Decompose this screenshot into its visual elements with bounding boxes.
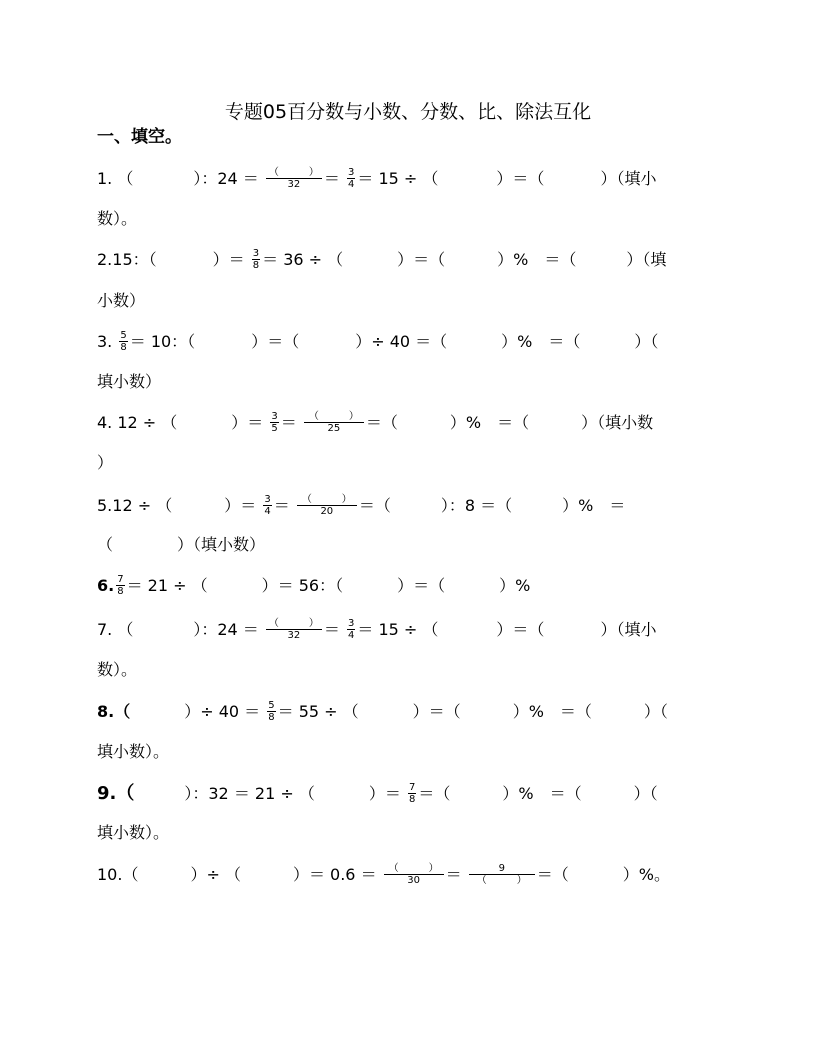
q4-fraction-2	[304, 411, 364, 434]
q8-fraction-1-num: 5	[268, 700, 275, 711]
q1-text-g: ）（填小	[600, 168, 657, 188]
q9-text-c: ）＝	[368, 783, 401, 803]
q7-fraction-2	[347, 618, 355, 641]
q4-fraction-2-num[interactable]: （ ）	[308, 411, 359, 422]
question-10	[97, 860, 727, 888]
q10-fraction-2	[469, 863, 535, 886]
q4-fraction-1-den: 5	[271, 423, 278, 434]
q3-cont: 填小数）	[97, 371, 162, 391]
question-8-continued	[97, 737, 727, 765]
q8-fraction-1-den: 8	[268, 712, 275, 723]
q2-text-e: ）% ＝（	[497, 249, 577, 269]
q2-fraction-1	[252, 248, 260, 271]
q2-fraction-1-num: 3	[252, 248, 260, 259]
q4-fraction-1	[270, 411, 278, 434]
q3-text-c: ）＝（	[251, 331, 300, 351]
q2-text-d: ）＝（	[397, 249, 446, 269]
q8-text-g: ）（	[643, 701, 668, 721]
q9-text-a: 9.（	[97, 782, 135, 804]
q4-fraction-2-den: 25	[304, 422, 364, 434]
question-2	[97, 245, 727, 273]
q9-text-g: ）（	[633, 783, 658, 803]
q1-fraction-2	[347, 167, 355, 190]
q1-text-c: ＝	[323, 168, 340, 188]
q10-text-e: ＝（	[536, 864, 569, 884]
q8-text-a: 8.（	[97, 701, 131, 721]
q1-text-b: ）：24 ＝	[193, 168, 259, 188]
q9-text-e: ）% ＝（	[502, 783, 582, 803]
q7-fraction-1-num[interactable]: （ ）	[268, 618, 319, 629]
q4-text-e: ）% ＝（	[449, 412, 530, 432]
question-6	[97, 571, 727, 599]
q4-text-c: ＝	[280, 412, 297, 432]
q8-text-e: ）% ＝（	[512, 701, 592, 721]
q5-fraction-1-num: 3	[264, 494, 271, 505]
q3-text-d: ）÷ 40 ＝（	[355, 331, 448, 351]
q6-fraction-1-num: 7	[117, 574, 124, 585]
q10-fraction-2-num: 9	[498, 863, 505, 874]
question-7	[97, 615, 727, 643]
q7-fraction-1-den: 32	[266, 629, 322, 641]
q7-text-d: ＝ 15 ÷ （	[357, 619, 439, 639]
q3-fraction-1	[119, 330, 127, 353]
q2-text-a: 2.15：（	[97, 249, 157, 269]
q2-text-b: ）＝	[212, 249, 245, 269]
q3-text-b: ＝ 10：（	[129, 331, 196, 351]
q7-fraction-2-den: 4	[348, 630, 355, 641]
q7-fraction-2-num: 3	[348, 618, 355, 629]
q8-text-c: ＝ 55 ÷ （	[277, 701, 359, 721]
q10-fraction-2-den[interactable]: （ ）	[469, 874, 535, 886]
question-8	[97, 697, 727, 725]
q1-cont: 数）。	[97, 208, 138, 228]
q10-text-d: ＝	[445, 864, 462, 884]
q9-text-b: ）：32 ＝ 21 ÷ （	[184, 783, 315, 803]
question-3	[97, 327, 727, 355]
page-title: 专题05百分数与小数、分数、比、除法互化	[224, 101, 592, 123]
q9-text-d: ＝（	[418, 783, 451, 803]
q5-text-e: ）：8 ＝（	[440, 495, 513, 515]
q1-text-a: 1. （	[97, 168, 134, 188]
question-4	[97, 408, 727, 436]
q1-fraction-2-num: 3	[348, 167, 355, 178]
q10-fraction-1-den: 30	[384, 874, 444, 886]
q5-text-a: 5.12 ÷ （	[97, 495, 173, 515]
q2-cont: 小数）	[97, 290, 146, 310]
q7-text-e: ）＝（	[496, 619, 545, 639]
q3-fraction-1-den: 8	[120, 342, 127, 353]
q5-text-b: ）＝	[224, 495, 257, 515]
q4-cont: ）	[97, 452, 114, 472]
q10-fraction-1-num[interactable]: （ ）	[388, 863, 439, 874]
q3-text-e: ）% ＝（	[501, 331, 581, 351]
q5-text-c: ＝	[273, 495, 290, 515]
q9-fraction-1-den: 8	[408, 794, 416, 805]
section-heading: 一、填空。	[97, 127, 182, 147]
question-7-continued	[97, 655, 727, 683]
q2-text-g: ）（填	[626, 249, 667, 269]
q6-text-a: 6.	[97, 575, 115, 595]
q8-fraction-1	[267, 700, 275, 723]
q6-text-e: ）%	[499, 575, 531, 595]
q5-fraction-2-num[interactable]: （ ）	[301, 494, 352, 505]
q3-text-g: ）（	[634, 331, 659, 351]
q1-text-e: ）＝（	[496, 168, 545, 188]
q7-text-b: ）：24 ＝	[193, 619, 259, 639]
q8-text-b: ）÷ 40 ＝	[184, 701, 261, 721]
q7-text-c: ＝	[323, 619, 340, 639]
question-5-continued	[97, 530, 727, 558]
q2-fraction-1-den: 8	[252, 260, 260, 271]
q4-text-g: ）（填小数	[581, 412, 654, 432]
q5-fraction-2	[297, 494, 357, 517]
q6-text-c: ）＝ 56：（	[261, 575, 344, 595]
q1-fraction-2-den: 4	[348, 179, 355, 190]
question-1	[97, 164, 727, 192]
q3-text-a: 3.	[97, 331, 113, 351]
q9-fraction-1-num: 7	[408, 782, 416, 793]
q1-text-d: ＝ 15 ÷ （	[357, 168, 439, 188]
q5-fraction-1	[263, 494, 271, 517]
q9-fraction-1	[408, 782, 416, 805]
q10-fraction-1	[384, 863, 444, 886]
q5-text-g: ）% ＝	[562, 495, 626, 515]
q1-fraction-1-den: 32	[266, 178, 322, 190]
q10-text-c: ）＝ 0.6 ＝	[292, 864, 377, 884]
q6-text-b: ＝ 21 ÷ （	[126, 575, 208, 595]
q5-fraction-1-den: 4	[264, 506, 271, 517]
question-2-continued	[97, 286, 727, 314]
q2-text-c: ＝ 36 ÷ （	[262, 249, 344, 269]
q5-fraction-2-den: 20	[297, 505, 357, 517]
q10-text-g: ）%。	[622, 864, 671, 884]
question-1-continued	[97, 204, 727, 232]
q10-text-a: 10.（	[97, 864, 139, 884]
q9-cont: 填小数）。	[97, 822, 170, 842]
question-4-continued	[97, 448, 727, 476]
q1-fraction-1-num[interactable]: （ ）	[268, 167, 319, 178]
question-3-continued	[97, 367, 727, 395]
q4-text-d: ＝（	[365, 412, 398, 432]
q6-fraction-1	[116, 574, 124, 597]
question-9-continued	[97, 818, 727, 846]
q4-fraction-1-num: 3	[271, 411, 278, 422]
q7-text-a: 7. （	[97, 619, 134, 639]
q7-text-g: ）（填小	[600, 619, 657, 639]
q8-cont: 填小数）。	[97, 741, 170, 761]
q6-text-d: ）＝（	[397, 575, 446, 595]
q8-text-d: ）＝（	[412, 701, 461, 721]
q7-cont: 数）。	[97, 659, 138, 679]
question-5	[97, 491, 727, 519]
q3-fraction-1-num: 5	[120, 330, 127, 341]
q6-fraction-1-den: 8	[117, 586, 124, 597]
q10-text-b: ）÷ （	[190, 864, 241, 884]
q5-text-d: ＝（	[358, 495, 391, 515]
q7-fraction-1	[266, 618, 322, 641]
q4-text-a: 4. 12 ÷ （	[97, 412, 178, 432]
q5-cont[interactable]: （ ）（填小数）	[97, 534, 266, 554]
question-9	[97, 779, 727, 807]
q4-text-b: ）＝	[231, 412, 264, 432]
q1-fraction-1	[266, 167, 322, 190]
